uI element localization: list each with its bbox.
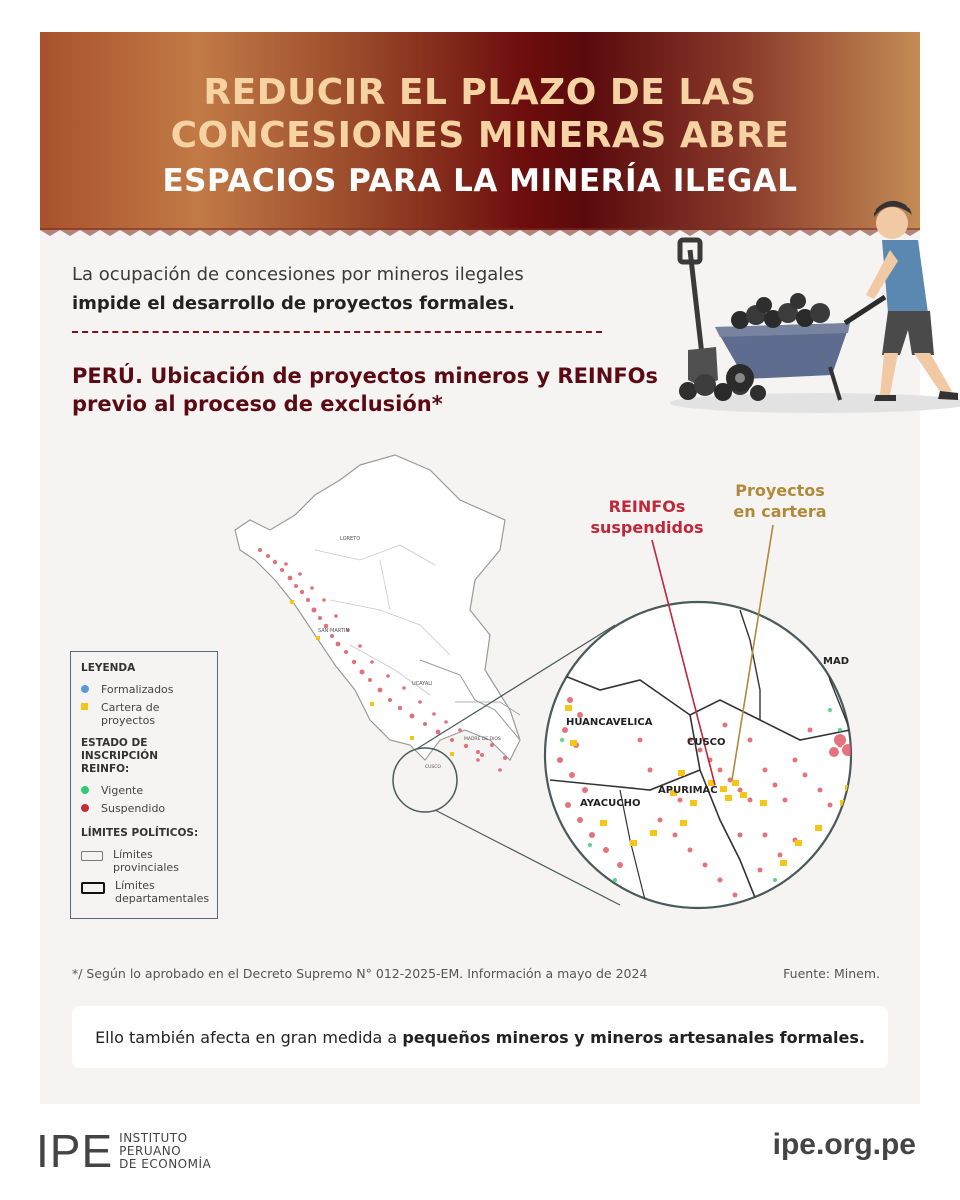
red-dot-icon xyxy=(81,804,89,812)
blue-dot-icon xyxy=(81,685,89,693)
green-dot-icon xyxy=(81,786,89,794)
logo-line-3: DE ECONOMÍA xyxy=(119,1156,212,1171)
zoom-label-cusco: CUSCO xyxy=(687,737,726,748)
intro-line-2: impide el desarrollo de proyectos formales. xyxy=(72,293,515,314)
legend-suspendido xyxy=(81,802,207,815)
legend-provinciales xyxy=(81,848,207,874)
logo-line-2: PERUANO xyxy=(119,1143,182,1158)
legend-estado-title xyxy=(81,737,207,776)
legend-prov-line-2: provinciales xyxy=(113,861,179,874)
title-line-1: REDUCIR EL PLAZO DE LAS xyxy=(203,72,757,113)
map-title-line-1: PERÚ. Ubicación de proyectos mineros y REINFOs xyxy=(72,364,659,388)
legend-dep-line-1: Límites xyxy=(115,879,155,892)
legend-suspendido-label: Suspendido xyxy=(101,802,166,815)
map-title-line-2: previo al proceso de exclusión* xyxy=(72,392,443,416)
footnote: */ Según lo aprobado en el Decreto Supremo N° 012-2025-EM. Información a mayo de 2024 xyxy=(72,966,648,981)
website-link[interactable]: ipe.org.pe xyxy=(772,1128,916,1161)
map-label-ucayali: UCAYALI xyxy=(412,681,433,687)
legend-estado-line-2: INSCRIPCIÓN REINFO: xyxy=(81,750,158,775)
zoom-label-apurimac: APURIMAC xyxy=(658,785,718,796)
map-label-loreto: LORETO xyxy=(340,536,361,542)
logo-line-1: INSTITUTO xyxy=(119,1130,188,1145)
bottom-bold-text: pequeños mineros y mineros artesanales formales. xyxy=(402,1027,865,1047)
legend-vigente xyxy=(81,784,207,797)
legend-vigente-label: Vigente xyxy=(101,784,144,797)
intro-text xyxy=(72,260,524,318)
legend-dep-line-2: departamentales xyxy=(115,892,210,905)
map-label-san-martin: SAN MARTIN xyxy=(318,628,350,634)
yellow-square-icon xyxy=(81,703,88,710)
legend-formalizados xyxy=(81,683,207,696)
zoom-label-huancavelica: HUANCAVELICA xyxy=(566,717,653,728)
map-legend xyxy=(70,651,218,919)
title-line-3: ESPACIOS PARA LA MINERÍA ILEGAL xyxy=(162,163,798,199)
legend-limites-title: LÍMITES POLÍTICOS: xyxy=(81,827,199,839)
legend-cartera-line-2: proyectos xyxy=(101,714,156,727)
cartera-label-line-2: en cartera xyxy=(733,502,827,521)
legend-title: LEYENDA xyxy=(81,662,136,674)
legend-cartera xyxy=(81,701,207,727)
zoom-label-madre: MAD xyxy=(823,656,849,667)
dashed-divider xyxy=(72,331,602,333)
intro-line-1: La ocupación de concesiones por mineros ilegales xyxy=(72,264,524,285)
bottom-text: Ello también afecta en gran medida a xyxy=(95,1027,403,1047)
logo-ipe: IPE xyxy=(36,1125,114,1177)
reinfo-label-line-1: REINFOs xyxy=(608,497,686,516)
legend-departamentales xyxy=(81,879,210,905)
legend-estado-line-1: ESTADO DE xyxy=(81,737,148,749)
miner-wheelbarrow-illustration xyxy=(660,195,960,415)
thin-box-icon xyxy=(81,851,103,861)
proyectos-cartera-label xyxy=(720,480,840,522)
cartera-label-line-1: Proyectos xyxy=(735,481,825,500)
thick-box-icon xyxy=(81,882,105,894)
legend-prov-line-1: Límites xyxy=(113,848,153,861)
reinfo-label-line-2: suspendidos xyxy=(590,518,704,537)
title-line-2: CONCESIONES MINERAS ABRE xyxy=(170,115,790,156)
logo-institute-name xyxy=(119,1132,211,1171)
zoom-label-ayacucho: AYACUCHO xyxy=(580,798,641,809)
legend-cartera-line-1: Cartera de xyxy=(101,701,160,714)
ipe-logo xyxy=(36,1125,212,1177)
legend-formalizados-label: Formalizados xyxy=(101,683,174,696)
source-note: Fuente: Minem. xyxy=(783,966,880,981)
bottom-callout xyxy=(72,1006,888,1068)
map-title xyxy=(72,362,658,418)
map-label-madre-de-dios: MADRE DE DIOS xyxy=(464,737,501,742)
map-label-cusco: CUSCO xyxy=(425,765,441,770)
reinfo-suspendidos-label xyxy=(582,496,712,538)
